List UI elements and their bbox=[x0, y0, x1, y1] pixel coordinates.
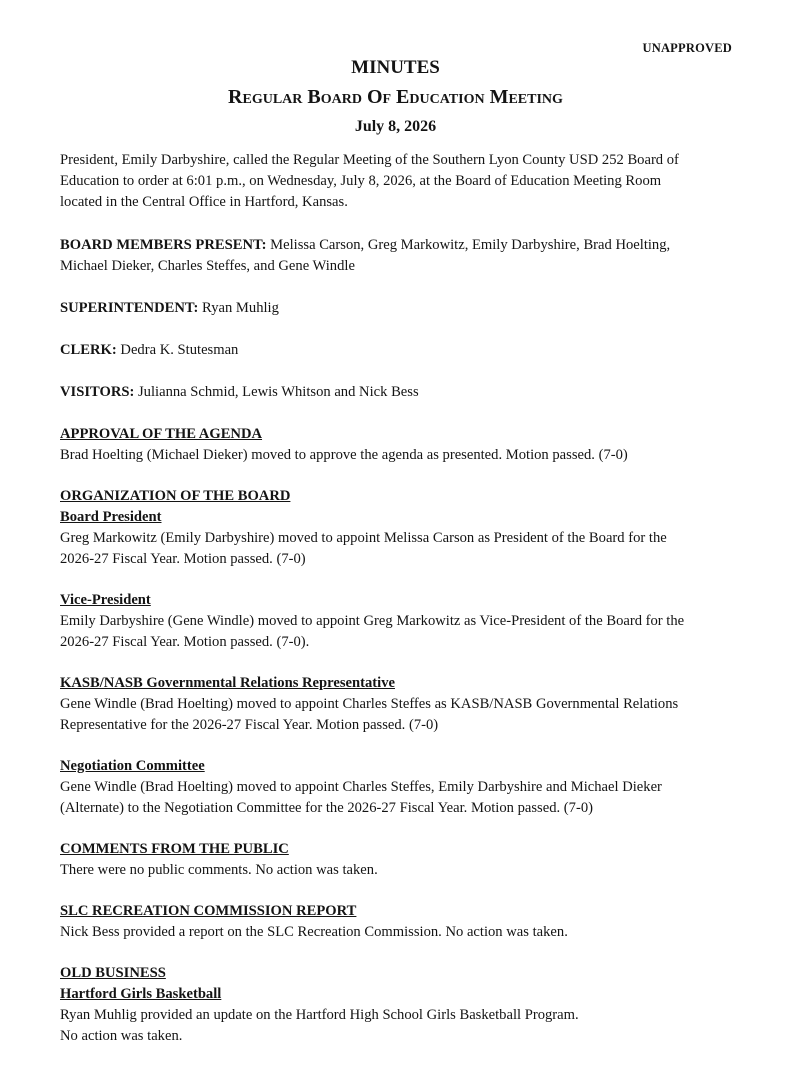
board-members-label: BOARD MEMBERS PRESENT: bbox=[60, 237, 267, 253]
section-recreation-report bbox=[60, 901, 740, 943]
section-text: Gene Windle (Brad Hoelting) moved to appoint Charles Steffes as KASB/NASB Governmental Relations bbox=[60, 696, 679, 712]
section-heading: OLD BUSINESS bbox=[60, 965, 166, 981]
subsection-heading: KASB/NASB Governmental Relations Representative bbox=[60, 675, 395, 691]
intro-paragraph bbox=[60, 150, 740, 213]
section-text: Representative for the 2026-27 Fiscal Year. Motion passed. (7-0) bbox=[60, 717, 439, 733]
section-text: Brad Hoelting (Michael Dieker) moved to approve the agenda as presented. Motion passed. (7-0) bbox=[60, 447, 628, 463]
section-text: No action was taken. bbox=[60, 1028, 183, 1044]
clerk-value: Dedra K. Stutesman bbox=[116, 342, 239, 358]
section-heading: ORGANIZATION OF THE BOARD bbox=[60, 488, 291, 504]
subsection-heading: Hartford Girls Basketball bbox=[60, 986, 222, 1002]
superintendent bbox=[60, 298, 740, 319]
board-members-line1: Melissa Carson, Greg Markowitz, Emily Darbyshire, Brad Hoelting, bbox=[266, 237, 671, 253]
superintendent-value: Ryan Muhlig bbox=[198, 300, 279, 316]
meeting-date: July 8, 2026 bbox=[354, 118, 437, 135]
section-text: Ryan Muhlig provided an update on the Hartford High School Girls Basketball Program. bbox=[60, 1007, 579, 1023]
board-members-line2: Michael Dieker, Charles Steffes, and Gene Windle bbox=[60, 258, 355, 274]
section-text: Nick Bess provided a report on the SLC Recreation Commission. No action was taken. bbox=[60, 924, 568, 940]
page-title: MINUTES bbox=[351, 57, 440, 78]
section-text: There were no public comments. No action was taken. bbox=[60, 862, 378, 878]
visitors-value: Julianna Schmid, Lewis Whitson and Nick Bess bbox=[134, 384, 419, 400]
intro-line: President, Emily Darbyshire, called the Regular Meeting of the Southern Lyon County USD 252 Board of bbox=[60, 152, 679, 168]
section-negotiation-committee bbox=[60, 756, 740, 819]
subsection-heading: Board President bbox=[60, 509, 162, 525]
superintendent-label: SUPERINTENDENT: bbox=[60, 300, 199, 316]
section-text: 2026-27 Fiscal Year. Motion passed. (7-0) bbox=[60, 551, 306, 567]
section-public-comments bbox=[60, 839, 740, 881]
section-heading: COMMENTS FROM THE PUBLIC bbox=[60, 841, 289, 857]
section-vice-president bbox=[60, 590, 740, 653]
section-text: (Alternate) to the Negotiation Committee for the 2026-27 Fiscal Year. Motion passed. (7-0) bbox=[60, 800, 593, 816]
section-agenda bbox=[60, 424, 740, 466]
section-old-business bbox=[60, 963, 740, 1047]
clerk bbox=[60, 340, 740, 361]
intro-line: located in the Central Office in Hartford, Kansas. bbox=[60, 194, 348, 210]
section-heading: SLC RECREATION COMMISSION REPORT bbox=[60, 903, 357, 919]
section-kasb-representative bbox=[60, 673, 740, 736]
section-text: 2026-27 Fiscal Year. Motion passed. (7-0). bbox=[60, 634, 310, 650]
visitors-label: VISITORS: bbox=[60, 384, 135, 400]
section-organization bbox=[60, 486, 740, 570]
board-members-present bbox=[60, 235, 740, 277]
clerk-label: CLERK: bbox=[60, 342, 117, 358]
subsection-heading: Negotiation Committee bbox=[60, 758, 205, 774]
page-subtitle: Regular Board Of Education Meeting bbox=[228, 86, 563, 108]
section-text: Gene Windle (Brad Hoelting) moved to appoint Charles Steffes, Emily Darbyshire and Michael Dieker bbox=[60, 779, 662, 795]
unapproved-stamp: UNAPPROVED bbox=[642, 41, 732, 55]
minutes-body bbox=[60, 150, 740, 1067]
visitors bbox=[60, 382, 740, 403]
section-text: Greg Markowitz (Emily Darbyshire) moved to appoint Melissa Carson as President of the Board for the bbox=[60, 530, 667, 546]
intro-line: Education to order at 6:01 p.m., on Wednesday, July 8, 2026, at the Board of Education Meeting Room bbox=[60, 173, 662, 189]
subsection-heading: Vice-President bbox=[60, 592, 151, 608]
section-heading: APPROVAL OF THE AGENDA bbox=[60, 426, 263, 442]
section-text: Emily Darbyshire (Gene Windle) moved to appoint Greg Markowitz as Vice-President of the Board for the bbox=[60, 613, 685, 629]
